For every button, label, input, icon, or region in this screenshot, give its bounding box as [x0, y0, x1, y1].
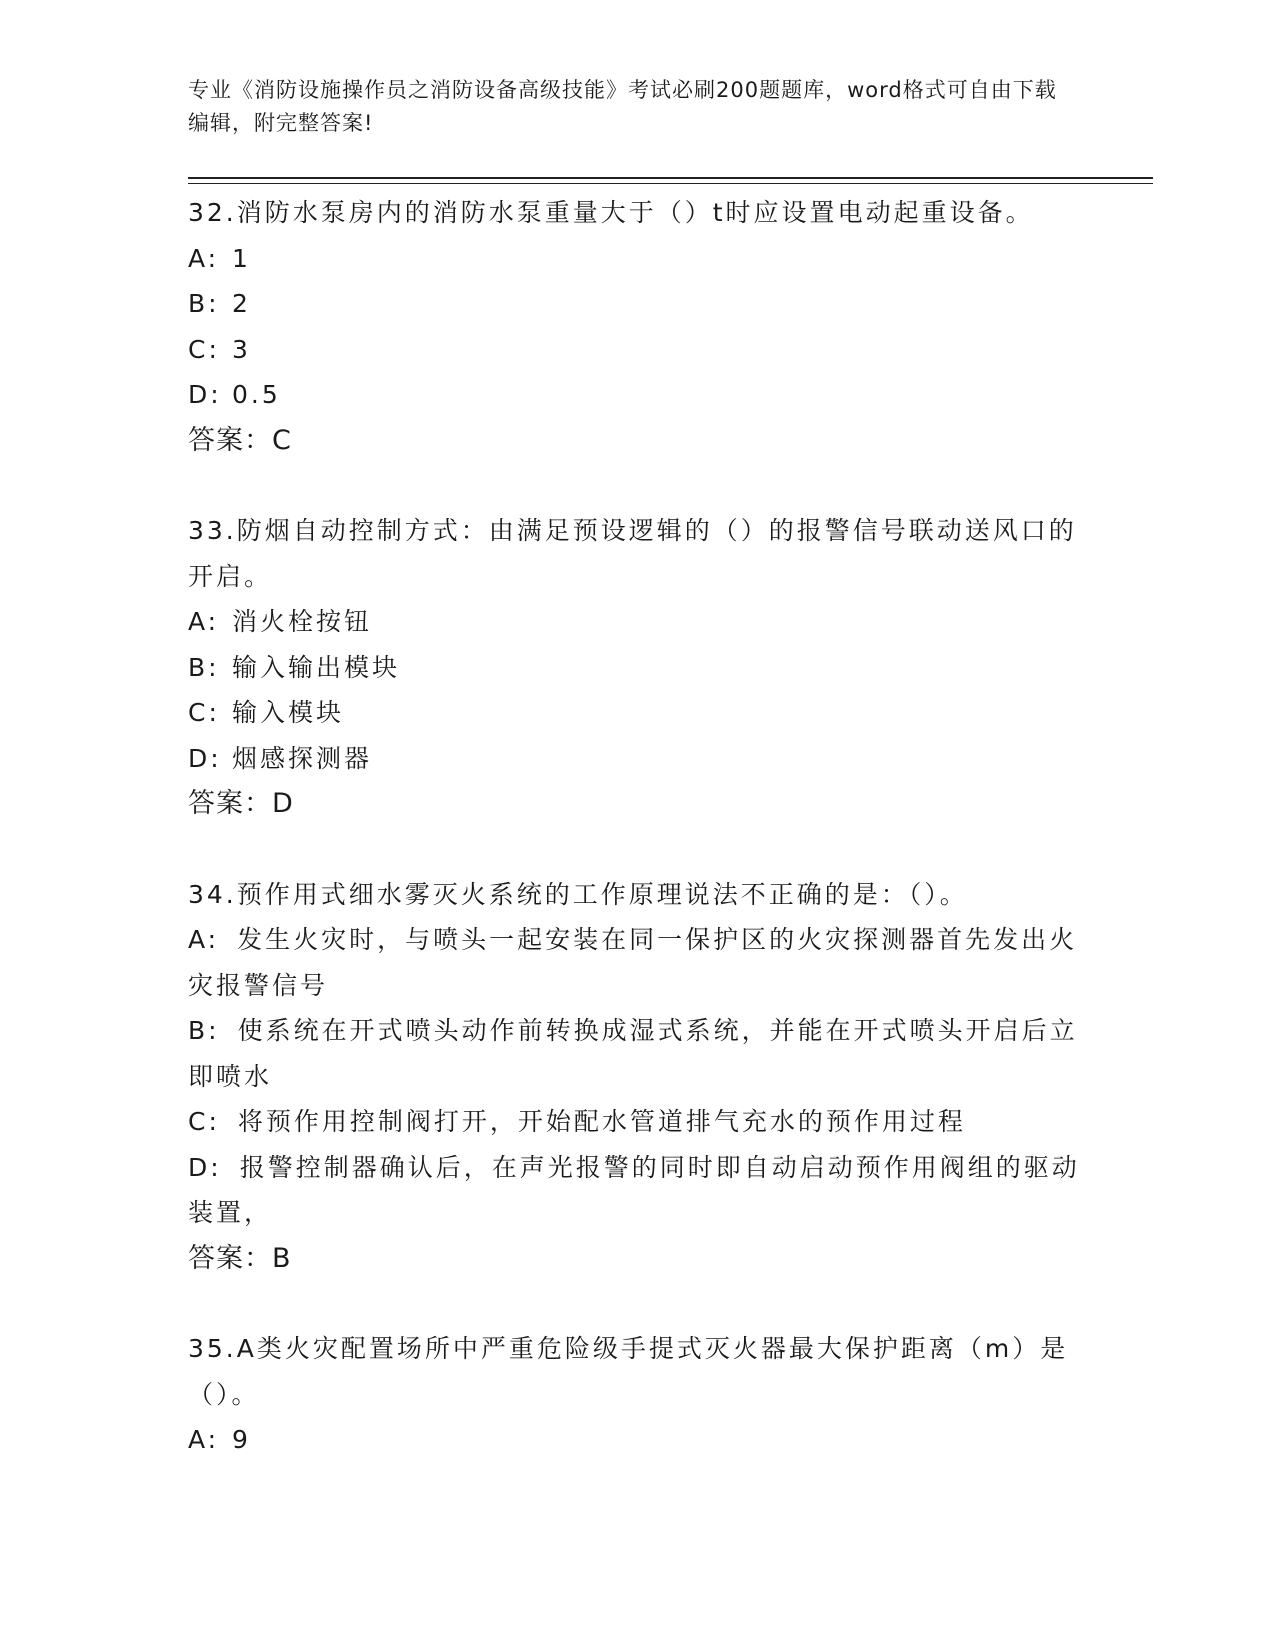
- question-stem: 32.消防水泵房内的消防水泵重量大于（）t时应设置电动起重设备。: [188, 198, 1034, 227]
- option-letter: C:: [188, 1107, 220, 1136]
- option-d: [188, 736, 1088, 782]
- option-d: [188, 1145, 1088, 1236]
- question-35: [188, 1326, 1088, 1463]
- option-b: [188, 645, 1088, 691]
- option-d: [188, 372, 1088, 418]
- question-32: [188, 190, 1088, 463]
- document-header: 专业《消防设施操作员之消防设备高级技能》考试必刷200题题库，word格式可自由下载编辑，附完整答案!: [188, 78, 1057, 135]
- option-text: 2: [232, 289, 251, 318]
- option-letter: A:: [188, 243, 220, 273]
- option-b: [188, 281, 1088, 327]
- option-letter: A:: [188, 1425, 220, 1454]
- header-divider-thin: [188, 183, 1153, 184]
- option-text: 将预作用控制阀打开，开始配水管道排气充水的预作用过程: [237, 1107, 966, 1136]
- option-a: [188, 599, 1088, 645]
- option-text: 输入输出模块: [232, 652, 401, 682]
- option-c: [188, 1099, 1088, 1145]
- option-letter: D:: [188, 743, 222, 773]
- option-text: 0.5: [232, 380, 281, 409]
- option-text: 3: [232, 334, 251, 364]
- option-a: [188, 917, 1088, 1008]
- option-text: 1: [232, 243, 251, 273]
- option-letter: D:: [188, 380, 222, 409]
- header-divider-thick: [188, 177, 1153, 179]
- option-letter: B:: [188, 289, 220, 318]
- option-text: 9: [232, 1425, 251, 1454]
- question-33: [188, 508, 1088, 827]
- question-stem: 35.A类火灾配置场所中严重危险级手提式灭火器最大保护距离（m）是（）。: [188, 1334, 1069, 1409]
- option-letter: B:: [188, 652, 220, 682]
- option-a: [188, 236, 1088, 282]
- option-letter: A:: [188, 607, 220, 636]
- option-text: 报警控制器确认后，在声光报警的同时即自动启动预作用阀组的驱动装置，: [188, 1152, 1080, 1227]
- option-b: [188, 1008, 1088, 1099]
- answer-line: 答案：B: [188, 1242, 292, 1274]
- option-letter: B:: [188, 1016, 220, 1045]
- option-a: [188, 1417, 1088, 1463]
- option-letter: A:: [188, 925, 220, 954]
- question-stem: 34.预作用式细水雾灭火系统的工作原理说法不正确的是：（）。: [188, 879, 968, 909]
- question-stem: 33.防烟自动控制方式：由满足预设逻辑的（）的报警信号联动送风口的开启。: [188, 516, 1077, 591]
- answer-line: 答案：C: [188, 424, 292, 456]
- option-text: 发生火灾时，与喷头一起安装在同一保护区的火灾探测器首先发出火灾报警信号: [188, 925, 1078, 1000]
- option-letter: D:: [188, 1152, 222, 1182]
- option-text: 输入模块: [232, 698, 345, 727]
- option-letter: C:: [188, 334, 220, 364]
- question-34: [188, 872, 1088, 1282]
- option-c: [188, 690, 1088, 736]
- option-c: [188, 327, 1088, 373]
- option-text: 烟感探测器: [232, 743, 373, 773]
- option-text: 使系统在开式喷头动作前转换成湿式系统，并能在开式喷头开启后立即喷水: [188, 1016, 1078, 1091]
- option-text: 消火栓按钮: [232, 607, 373, 636]
- question-list: [188, 190, 1088, 1508]
- option-letter: C:: [188, 698, 220, 727]
- answer-line: 答案：D: [188, 788, 294, 819]
